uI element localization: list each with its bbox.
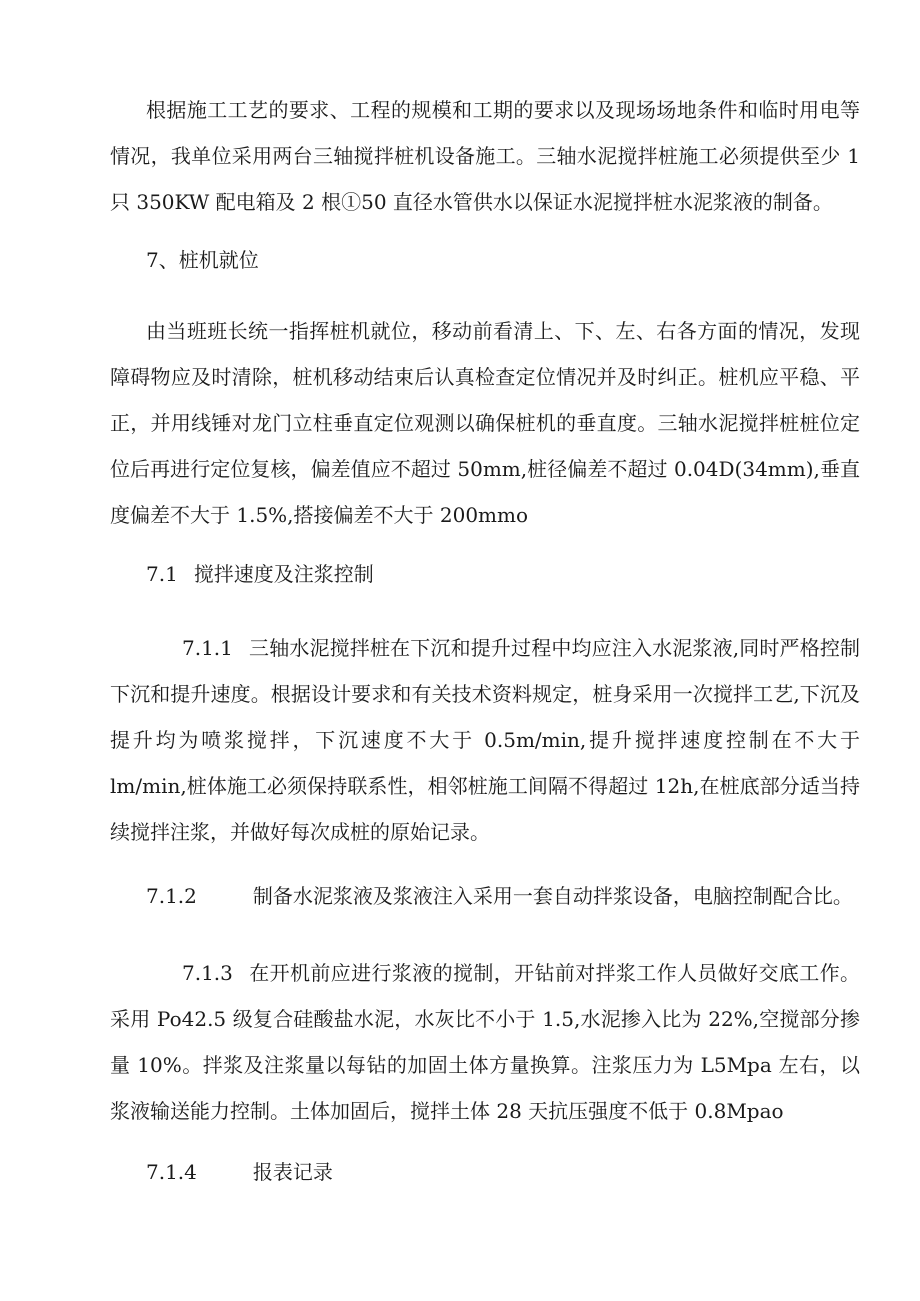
paragraph-text-7-1-4: 报表记录 (252, 1160, 333, 1184)
section-number-7-1-2: 7.1.2 (146, 884, 197, 908)
paragraph-7-1-4 (146, 1149, 333, 1195)
paragraph-7-1-2 (146, 873, 853, 919)
paragraph-text-7-1-3: 在开机前应进行浆液的搅制，开钻前对拌浆工作人员做好交底工作。采用 Po42.5 级复合硅酸盐水泥，水灰比不小于 1.5,水泥掺入比为 22%,空搅部分掺量 10%。拌浆及注浆量以每钻的加固土体方量换算。注浆压力为 L5Mpa 左右，以浆液输送能力控制。土体加固后，搅拌土体 28 天抗压强度不低于 0.8Mpao (110, 961, 860, 1123)
paragraph-text-7-1-2: 制备水泥浆液及浆液注入采用一套自动拌浆设备，电脑控制配合比。 (252, 884, 853, 908)
section-number-7-1-3: 7.1.3 (182, 961, 233, 985)
paragraph-7-1-1 (110, 625, 860, 855)
section-number-7-1: 7.1 (146, 562, 178, 586)
paragraph-7-1-3 (110, 950, 860, 1134)
section-heading-7-1 (146, 551, 374, 597)
section-number-7-1-4: 7.1.4 (146, 1160, 197, 1184)
paragraph-pile-positioning: 由当班班长统一指挥桩机就位，移动前看清上、下、左、右各方面的情况，发现障碍物应及时清除，桩机移动结束后认真检查定位情况并及时纠正。桩机应平稳、平正，并用线锤对龙门立柱垂直定位观测以确保桩机的垂直度。三轴水泥搅拌桩桩位定位后再进行定位复核，偏差值应不超过 50mm,桩径偏差不超过 0.04D(34mm),垂直度偏差不大于 1.5%,搭接偏差不大于 200mmo (110, 319, 860, 527)
section-title-7-1: 搅拌速度及注浆控制 (193, 562, 374, 586)
section-number-7-1-1: 7.1.1 (182, 636, 233, 660)
paragraph-power-supply: 根据施工工艺的要求、工程的规模和工期的要求以及现场场地条件和临时用电等情况，我单位采用两台三轴搅拌桩机设备施工。三轴水泥搅拌桩施工必须提供至少 1 只 350KW 配电箱及 2 根①50 直径水管供水以保证水泥搅拌桩水泥浆液的制备。 (110, 98, 860, 214)
section-heading-7: 7、桩机就位 (146, 248, 259, 272)
paragraph-text-7-1-1: 三轴水泥搅拌桩在下沉和提升过程中均应注入水泥浆液,同时严格控制下沉和提升速度。根据设计要求和有关技术资料规定，桩身采用一次搅拌工艺,下沉及提升均为喷浆搅拌，下沉速度不大于 0.5m∕min,提升搅拌速度控制在不大于 lm/min,桩体施工必须保持联系性，相邻桩施工间隔不得超过 12h,在桩底部分适当持续搅拌注浆，并做好每次成桩的原始记录。 (110, 636, 860, 844)
